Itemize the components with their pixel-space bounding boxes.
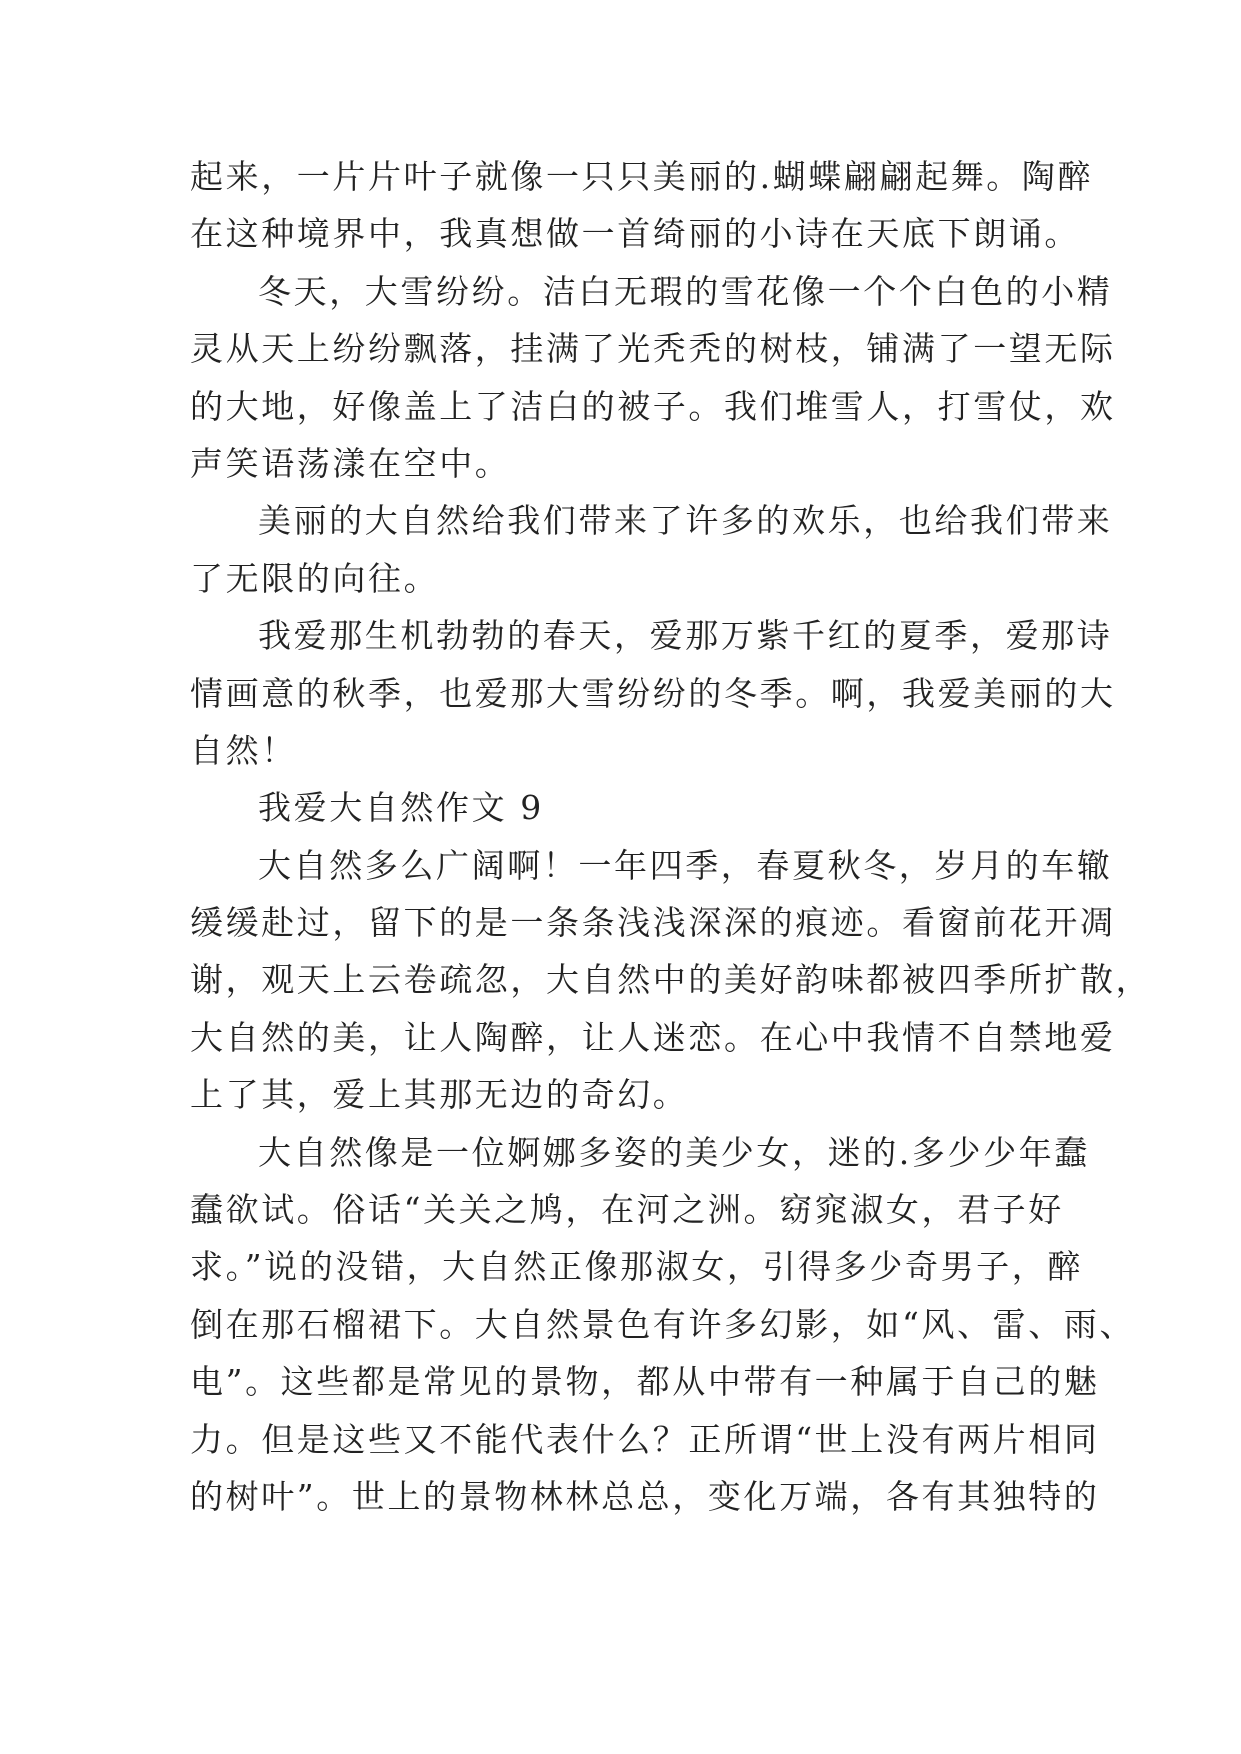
section-heading: 我爱大自然作文 9 [258,788,544,828]
text-line: 了无限的向往。 [190,558,440,598]
paragraph-start-line: 冬天，大雪纷纷。洁白无瑕的雪花像一个个白色的小精 [258,271,1113,311]
text-line: 自然！ [190,730,297,770]
text-line: 力。但是这些又不能代表什么？正所谓“世上没有两片相同 [190,1419,1100,1459]
text-line: 求。”说的没错，大自然正像那淑女，引得多少奇男子，醉 [190,1247,1083,1287]
text-line: 声笑语荡漾在空中。 [190,443,511,483]
text-line: 蠢欲试。俗话“关关之鸠，在河之洲。窈窕淑女，君子好 [190,1190,1064,1230]
text-line: 起来，一片片叶子就像一只只美丽的.蝴蝶翩翩起舞。陶醉 [190,157,1094,196]
text-line: 大自然的美，让人陶醉，让人迷恋。在心中我情不自禁地爱 [190,1017,1116,1057]
paragraph-start-line: 大自然像是一位婀娜多姿的美少女，迷的.多少少年蠢 [258,1132,1090,1172]
text-line: 谢，观天上云卷疏忽，大自然中的美好韵味都被四季所扩散， [190,960,1152,1000]
text-line: 的大地，好像盖上了洁白的被子。我们堆雪人，打雪仗，欢 [190,386,1116,426]
essay-text [190,148,1152,1525]
text-line: 的树叶”。世上的景物林林总总，变化万端，各有其独特的 [190,1476,1100,1516]
text-line: 电”。这些都是常见的景物，都从中带有一种属于自己的魅 [190,1362,1100,1402]
text-line: 灵从天上纷纷飘落，挂满了光秃秃的树枝，铺满了一望无际 [190,329,1116,369]
text-line: 在这种境界中，我真想做一首绮丽的小诗在天底下朗诵。 [190,214,1080,254]
paragraph-start-line: 美丽的大自然给我们带来了许多的欢乐，也给我们带来 [258,501,1113,541]
paragraph-start-line: 我爱那生机勃勃的春天，爱那万紫千红的夏季，爱那诗 [258,616,1113,656]
text-line: 缓缓赴过，留下的是一条条浅浅深深的痕迹。看窗前花开凋 [190,903,1116,943]
text-line: 上了其，爱上其那无边的奇幻。 [190,1075,689,1115]
paragraph-start-line: 大自然多么广阔啊！一年四季，春夏秋冬，岁月的车辙 [258,845,1113,885]
text-line: 情画意的秋季，也爱那大雪纷纷的冬季。啊，我爱美丽的大 [190,673,1116,713]
text-line: 倒在那石榴裙下。大自然景色有许多幻影，如“风、雷、雨、 [190,1304,1136,1344]
